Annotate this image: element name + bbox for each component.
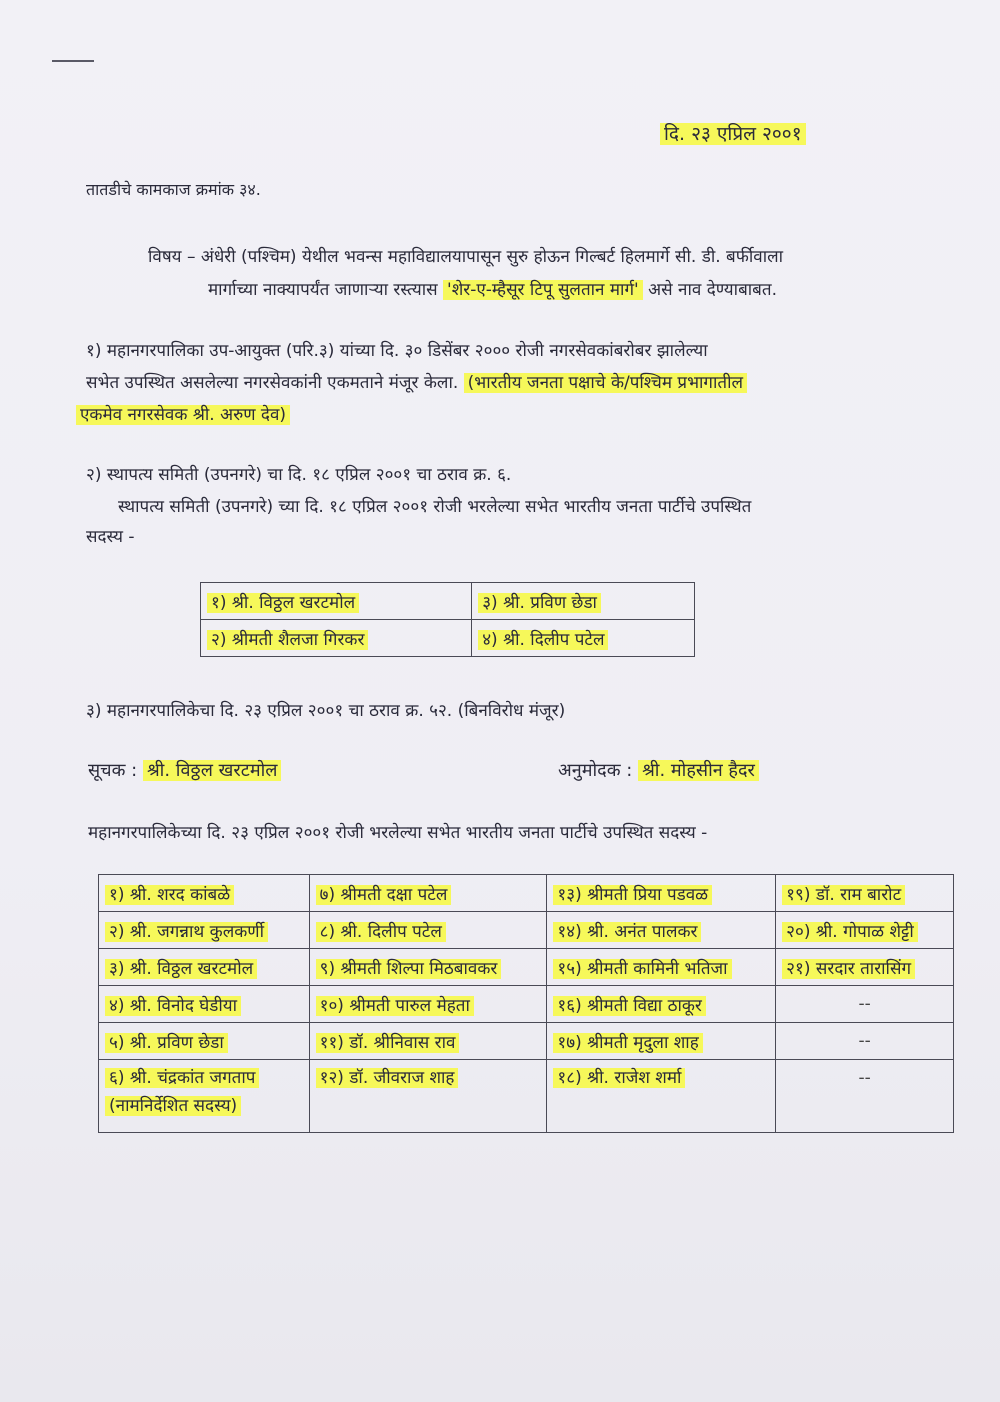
table-cell: १) श्री. शरद कांबळे xyxy=(99,875,310,912)
table-cell: २) श्री. जगन्नाथ कुलकर्णी xyxy=(99,912,310,949)
table-cell: ९) श्रीमती शिल्पा मिठबावकर xyxy=(309,949,547,986)
reference-number: तातडीचे कामकाज क्रमांक ३४. xyxy=(86,180,261,199)
table-row xyxy=(201,583,695,620)
subject-line-2: मार्गाच्या नाक्यापर्यंत जाणाऱ्या रस्त्यास 'शेर-ए-म्हैसूर टिपू सुलतान मार्ग' असे नाव देण्याबाबत. xyxy=(208,280,777,300)
date: दि. २३ एप्रिल २००१ xyxy=(660,120,806,146)
paragraph-2-line-2: स्थापत्य समिती (उपनगरे) च्या दि. १८ एप्रिल २००१ रोजी भरलेल्या सभेत भारतीय जनता पार्टीचे उपस्थित xyxy=(118,497,752,517)
paragraph-2-line-1: २) स्थापत्य समिती (उपनगरे) चा दि. १८ एप्रिल २००१ चा ठराव क्र. ६. xyxy=(86,465,512,485)
committee-members-table xyxy=(200,582,695,657)
table-cell: ७) श्रीमती दक्षा पटेल xyxy=(309,875,547,912)
table-cell: १२) डॉ. जीवराज शाह xyxy=(309,1060,547,1133)
table-cell: १७) श्रीमती मृदुला शाह xyxy=(547,1023,776,1060)
table-cell: १३) श्रीमती प्रिया पडवळ xyxy=(547,875,776,912)
table-cell: ४) श्री. दिलीप पटेल xyxy=(472,620,695,657)
table-cell: १५) श्रीमती कामिनी भतिजा xyxy=(547,949,776,986)
table-cell: १८) श्री. राजेश शर्मा xyxy=(547,1060,776,1133)
table-cell: २०) श्री. गोपाळ शेट्टी xyxy=(776,912,954,949)
table-cell: ४) श्री. विनोद घेडीया xyxy=(99,986,310,1023)
table-cell: १४) श्री. अनंत पालकर xyxy=(547,912,776,949)
table-row xyxy=(99,1060,954,1133)
table-cell: ३) श्री. विठ्ठल खरटमोल xyxy=(99,949,310,986)
table-cell: १९) डॉ. राम बारोट xyxy=(776,875,954,912)
table-row xyxy=(201,620,695,657)
table-cell: ११) डॉ. श्रीनिवास राव xyxy=(309,1023,547,1060)
paragraph-2-line-3: सदस्य - xyxy=(86,527,135,547)
table-cell: ८) श्री. दिलीप पटेल xyxy=(309,912,547,949)
table-cell: ६) श्री. चंद्रकांत जगताप (नामनिर्देशित सदस्य) xyxy=(99,1060,310,1133)
table-cell: १) श्री. विठ्ठल खरटमोल xyxy=(201,583,472,620)
table-cell: २) श्रीमती शैलजा गिरकर xyxy=(201,620,472,657)
table-row xyxy=(99,912,954,949)
road-name-highlight: 'शेर-ए-म्हैसूर टिपू सुलतान मार्ग' xyxy=(443,280,643,300)
table-row xyxy=(99,986,954,1023)
corporation-members-table xyxy=(98,874,954,1133)
table-cell-empty: -- xyxy=(776,986,954,1023)
paragraph-1-line-2: सभेत उपस्थित असलेल्या नगरसेवकांनी एकमताने मंजूर केला. (भारतीय जनता पक्षाचे के/पश्चिम प्रभागातील xyxy=(86,370,747,393)
table-cell: ३) श्री. प्रविण छेडा xyxy=(472,583,695,620)
paragraph-1-line-1: १) महानगरपालिका उप-आयुक्त (परि.३) यांच्या दि. ३० डिसेंबर २००० रोजी नगरसेवकांबरोबर झालेल्या xyxy=(86,341,708,361)
paragraph-1-line-3: एकमेव नगरसेवक श्री. अरुण देव) xyxy=(76,402,290,425)
corporation-members-heading: महानगरपालिकेच्या दि. २३ एप्रिल २००१ रोजी भरलेल्या सभेत भारतीय जनता पार्टीचे उपस्थित सदस्य - xyxy=(88,823,708,843)
seconder: अनुमोदक : श्री. मोहसीन हैदर xyxy=(558,758,759,782)
table-cell: ५) श्री. प्रविण छेडा xyxy=(99,1023,310,1060)
table-cell: २१) सरदार तारासिंग xyxy=(776,949,954,986)
table-cell: १०) श्रीमती पारुल मेहता xyxy=(309,986,547,1023)
table-row xyxy=(99,875,954,912)
table-row xyxy=(99,1023,954,1060)
corner-mark xyxy=(52,60,94,62)
table-cell-empty: -- xyxy=(776,1023,954,1060)
table-row xyxy=(99,949,954,986)
proposer: सूचक : श्री. विठ्ठल खरटमोल xyxy=(88,758,281,782)
table-cell: १६) श्रीमती विद्या ठाकूर xyxy=(547,986,776,1023)
nominated-note: (नामनिर्देशित सदस्य) xyxy=(105,1096,241,1116)
subject-line-1: विषय – अंधेरी (पश्चिम) येथील भवन्स महाविद्यालयापासून सुरु होऊन गिल्बर्ट हिलमार्गे सी. डी. बर्फीवाला xyxy=(148,247,784,267)
paragraph-3-line: ३) महानगरपालिकेचा दि. २३ एप्रिल २००१ चा ठराव क्र. ५२. (बिनविरोध मंजूर) xyxy=(86,701,566,721)
table-cell-empty: -- xyxy=(776,1060,954,1133)
